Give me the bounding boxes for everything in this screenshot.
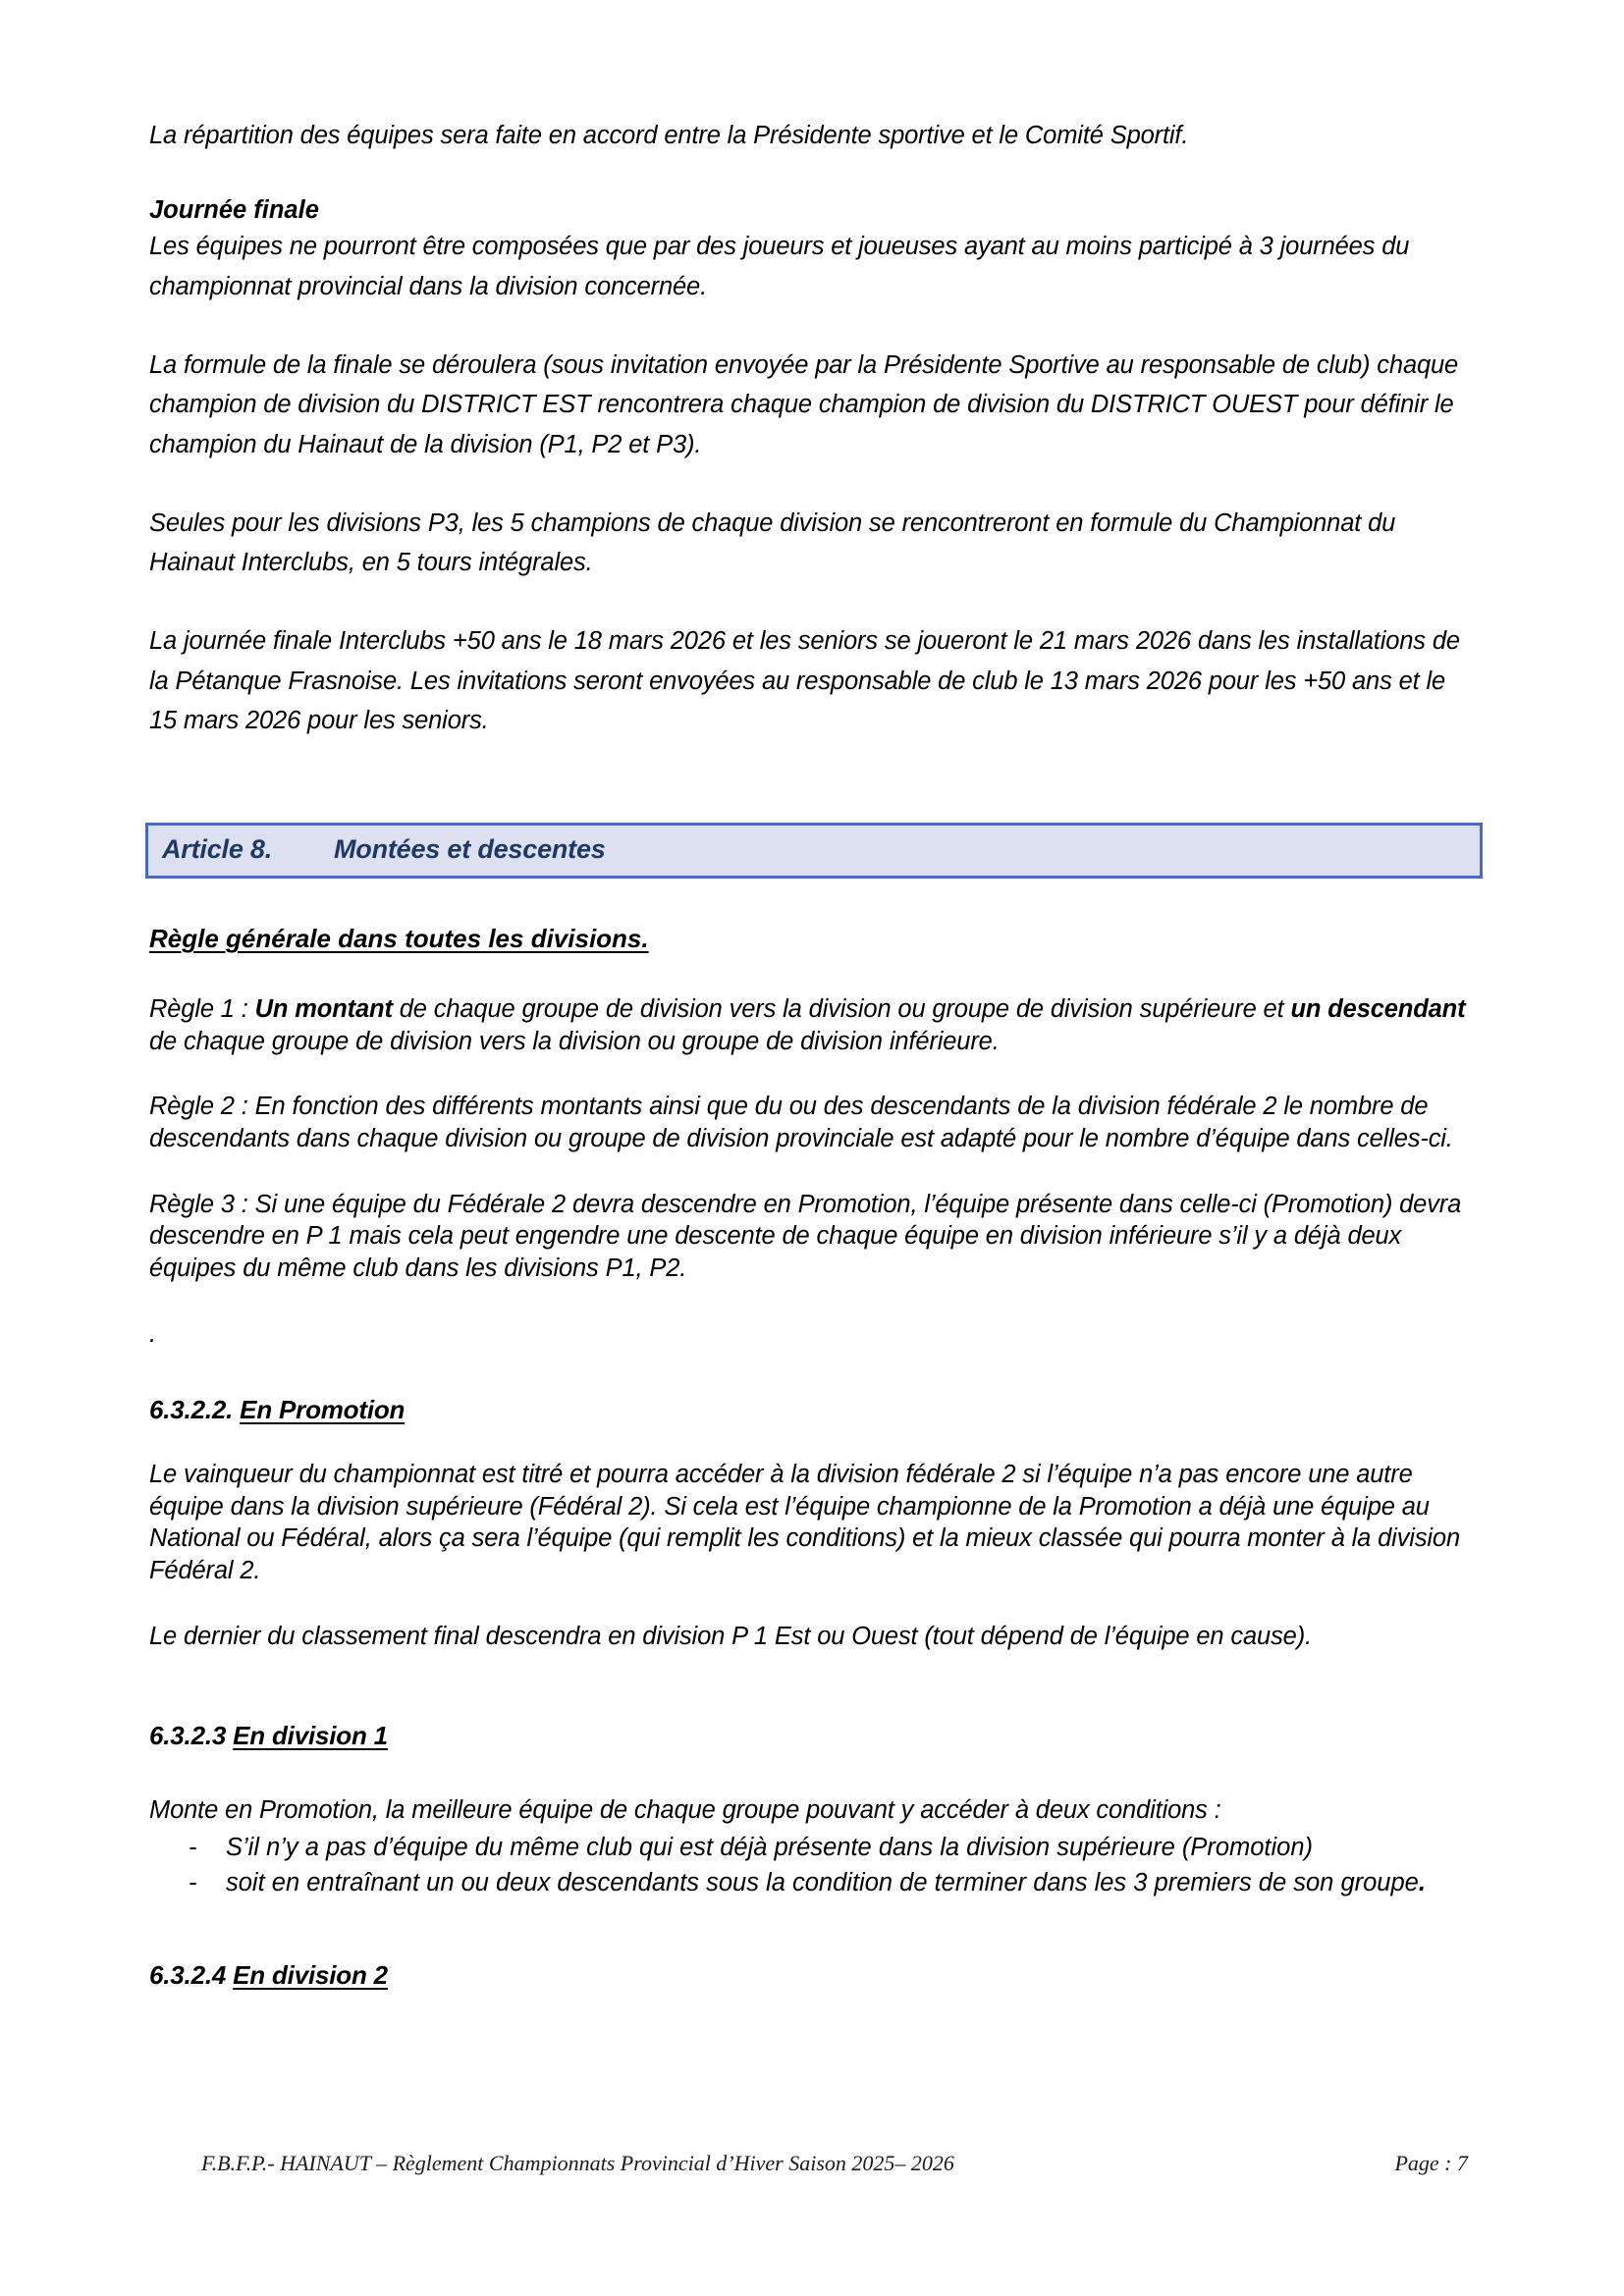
journee-finale-paragraph-3: Seules pour les divisions P3, les 5 champions de chaque division se rencontreront en formule du Championnat du Hainaut Interclubs, en 5 tours intégrales.: [149, 508, 1396, 577]
section-6324-number: 6.3.2.4: [149, 1959, 227, 1990]
footer-page-number: Page : 7: [1394, 2151, 1468, 2175]
footer-left-text: F.B.F.P.- HAINAUT – Règlement Championnats Provincial d’Hiver Saison 2025– 2026: [201, 2151, 954, 2175]
list-item: [149, 1831, 1475, 1864]
article-8-heading-box: [145, 823, 1483, 879]
section-6323-heading: [149, 1721, 1475, 1751]
journee-finale-paragraph-2: La formule de la finale se déroulera (sous invitation envoyée par la Présidente Sportive au responsable de club) chaque champion de division du DISTRICT EST rencontrera chaque champion de division du DISTRICT OUEST pour définir le champion du Hainaut de la division (P1, P2 et P3).: [149, 350, 1459, 458]
section-6322-title: En Promotion: [240, 1395, 406, 1425]
regle-1-mid: de chaque groupe de division vers la division ou groupe de division supérieure et: [392, 995, 1291, 1024]
list-item-text: S’il n’y a pas d’équipe du même club qui est déjà présente dans la division supérieure (Promotion): [226, 1833, 1314, 1861]
regle-1-paragraph: [149, 993, 1475, 1057]
article-8-number: Article 8.: [162, 834, 273, 865]
list-item-text-bold-end: .: [1418, 1868, 1426, 1896]
page-content: [149, 116, 1475, 1991]
dash-marker: -: [189, 1833, 197, 1861]
section-6324-title: En division 2: [233, 1959, 388, 1990]
regle-2-paragraph: Règle 2 : En fonction des différents montants ainsi que du ou des descendants de la division fédérale 2 le nombre de descendants dans chaque division ou groupe de division provinciale est adapté pour le nombre d’équipe dans celles-ci.: [149, 1093, 1453, 1153]
regle-3-paragraph: Règle 3 : Si une équipe du Fédérale 2 devra descendre en Promotion, l’équipe présente dans celle-ci (Promotion) devra descendre en P 1 mais cela peut engendre une descente de chaque équipe en division inférieure s’il y a déjà deux équipes du même club dans les divisions P1, P2.: [149, 1190, 1462, 1282]
regle-1-bold-montant: Un montant: [254, 995, 393, 1024]
list-item: [149, 1866, 1475, 1899]
section-6322-number: 6.3.2.2.: [149, 1395, 234, 1425]
section-6324-heading: [149, 1960, 1475, 1991]
page-footer: [201, 2151, 1468, 2176]
regle-1-bold-descendant: un descendant: [1290, 995, 1466, 1024]
stray-period: .: [149, 1319, 156, 1348]
list-item-text: soit en entraînant un ou deux descendants sous la condition de terminer dans les 3 premiers de son groupe: [226, 1868, 1419, 1896]
section-6322-heading: [149, 1395, 1475, 1425]
intro-paragraph: La répartition des équipes sera faite en accord entre la Présidente sportive et le Comité Sportif.: [149, 122, 1189, 149]
article-8-label: Montées et descentes: [334, 834, 606, 865]
section-6322-paragraph-1: Le vainqueur du championnat est titré et pourra accéder à la division fédérale 2 si l’équipe n’a pas encore une autre équipe dans la division supérieure (Fédéral 2). Si cela est l’équipe championne de la Promotion a déjà une équipe au National ou Fédéral, alors ça sera l’équipe (qui remplit les conditions) et la mieux classée qui pourra monter à la division Fédéral 2.: [149, 1461, 1460, 1585]
journee-finale-paragraph-4: La journée finale Interclubs +50 ans le 18 mars 2026 et les seniors se joueront le 21 mars 2026 dans les installations de la Pétanque Frasnoise. Les invitations seront envoyées au responsable de club le 13 mars 2026 pour les +50 ans et le 15 mars 2026 pour les seniors.: [149, 627, 1460, 734]
regle-generale-heading: Règle générale dans toutes les divisions.: [149, 924, 649, 954]
dash-marker: -: [189, 1868, 197, 1896]
section-6323-number: 6.3.2.3: [149, 1721, 227, 1751]
regle-1-end: de chaque groupe de division vers la division ou groupe de division inférieure.: [149, 1027, 1000, 1055]
section-6323-title: En division 1: [233, 1721, 388, 1751]
section-6322-paragraph-2: Le dernier du classement final descendra en division P 1 Est ou Ouest (tout dépend de l’équipe en cause).: [149, 1622, 1312, 1650]
journee-finale-heading: Journée finale: [149, 196, 319, 225]
section-6323-intro: Monte en Promotion, la meilleure équipe de chaque groupe pouvant y accéder à deux conditions :: [149, 1796, 1221, 1825]
article-8-title: [162, 834, 606, 864]
journee-finale-paragraph-1: Les équipes ne pourront être composées que par des joueurs et joueuses ayant au moins participé à 3 journées du championnat provincial dans la division concernée.: [149, 233, 1410, 300]
regle-1-prefix: Règle 1 :: [149, 995, 255, 1024]
section-6323-conditions-list: [149, 1831, 1475, 1899]
